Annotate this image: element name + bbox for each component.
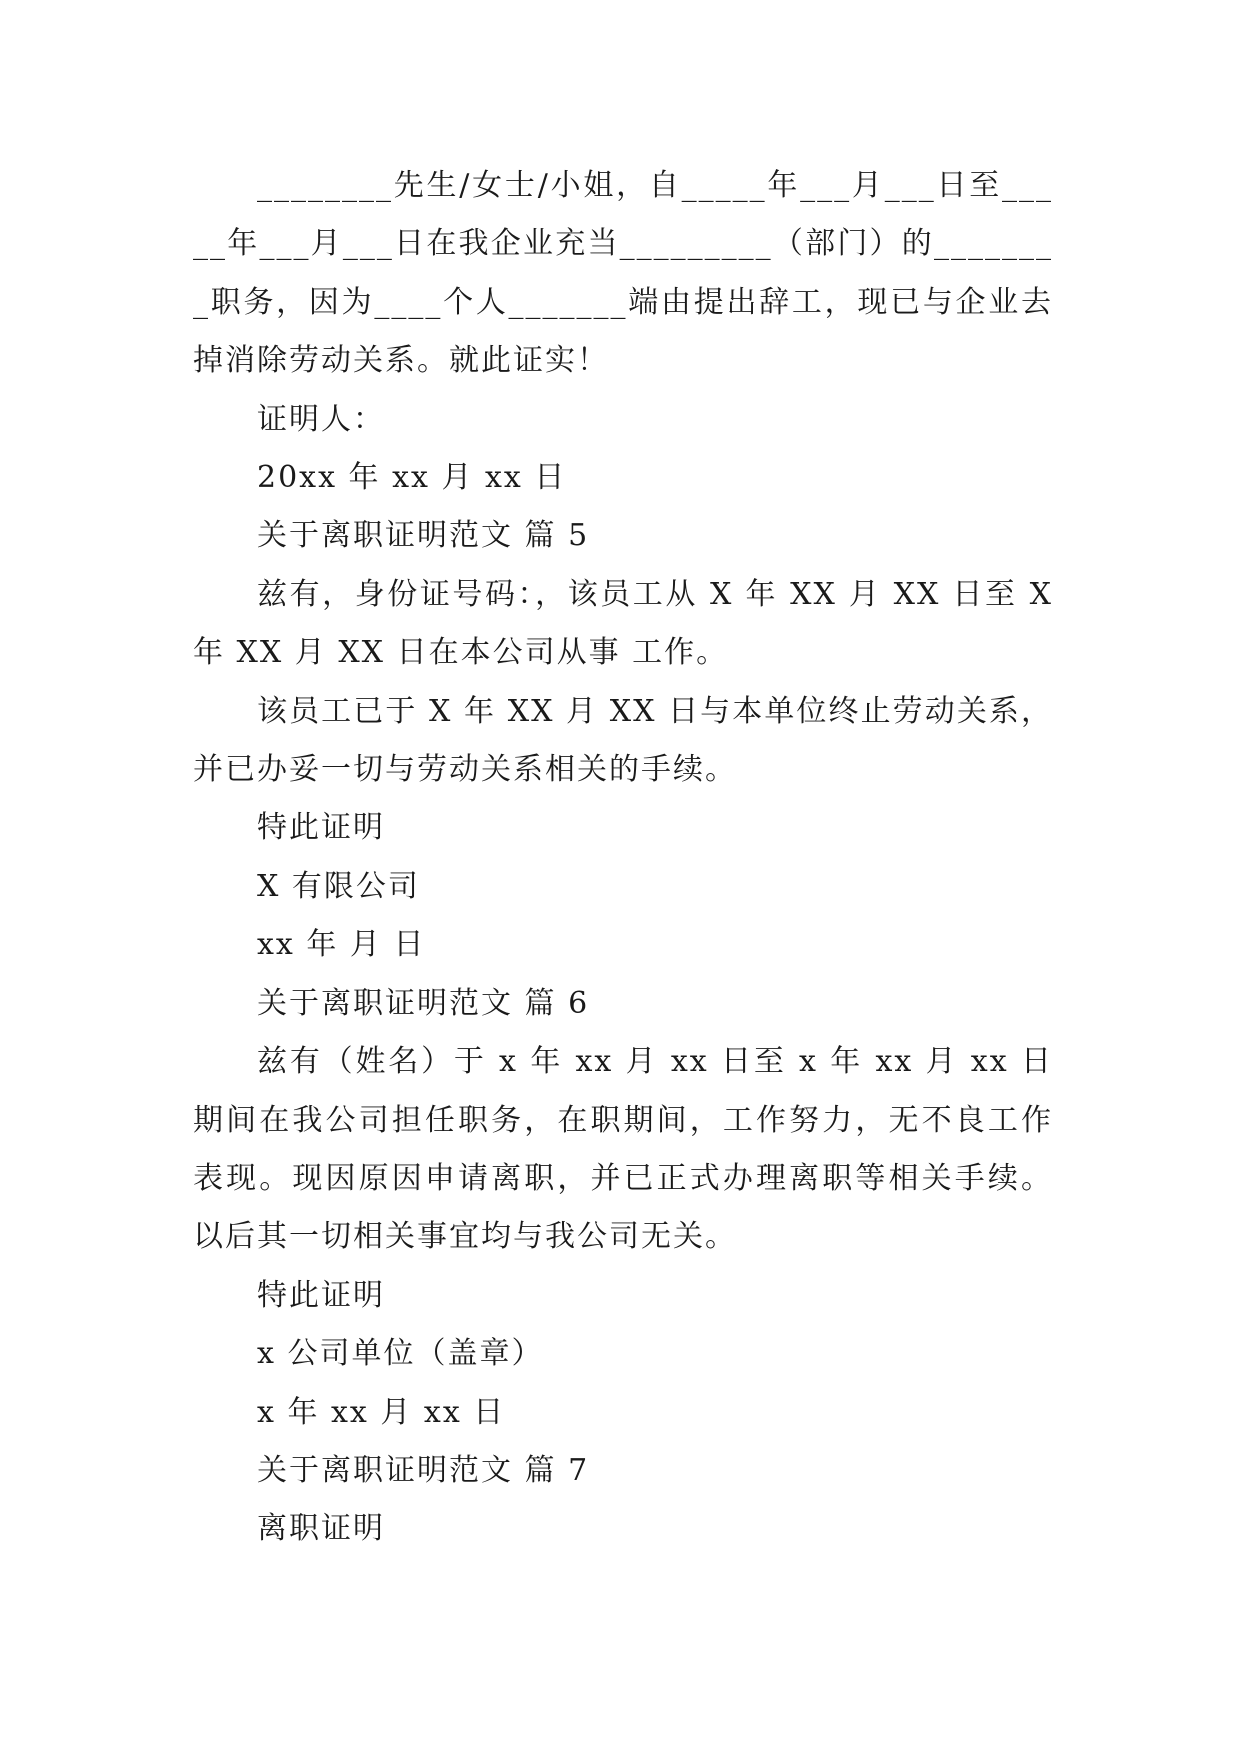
section5-date: xx 年 月 日 (257, 927, 426, 963)
section4-body: ________先生/女士/小姐，自_____年___月___日至_____年___月___日在我企业充当_________（部门）的________职务，因为____个人_______端由提出辞工，现已与企业去掉消除劳动关系。就此证实！ (193, 168, 1053, 379)
section4-date: 20xx 年 xx 月 xx 日 (257, 460, 567, 496)
section7-title: 离职证明 (257, 1511, 385, 1547)
section4-certifier: 证明人： (257, 401, 385, 437)
section6-date: x 年 xx 月 xx 日 (257, 1394, 506, 1430)
section5-paragraph-1: 兹有，身份证号码：，该员工从 X 年 XX 月 XX 日至 X 年 XX 月 XX 日在本公司从事 工作。 (193, 576, 1053, 671)
section5-paragraph-2: 该员工已于 X 年 XX 月 XX 日与本单位终止劳动关系，并已办妥一切与劳动关系相关的手续。 (193, 693, 1053, 788)
section7-heading: 关于离职证明范文 篇 7 (257, 1452, 590, 1488)
section6-paragraph-1: 兹有（姓名）于 x 年 xx 月 xx 日至 x 年 xx 月 xx 日期间在我公司担任职务，在职期间，工作努力，无不良工作表现。现因原因申请离职，并已正式办理离职等相关手续。以后其一切相关事宜均与我公司无关。 (193, 1044, 1053, 1255)
section6-heading: 关于离职证明范文 篇 6 (257, 985, 590, 1021)
section6-company: x 公司单位（盖章） (257, 1336, 544, 1372)
section5-heading: 关于离职证明范文 篇 5 (257, 518, 590, 554)
section5-company: X 有限公司 (257, 868, 420, 904)
document-content (193, 157, 1053, 1559)
section6-closing: 特此证明 (257, 1277, 385, 1313)
section5-closing: 特此证明 (257, 810, 385, 846)
